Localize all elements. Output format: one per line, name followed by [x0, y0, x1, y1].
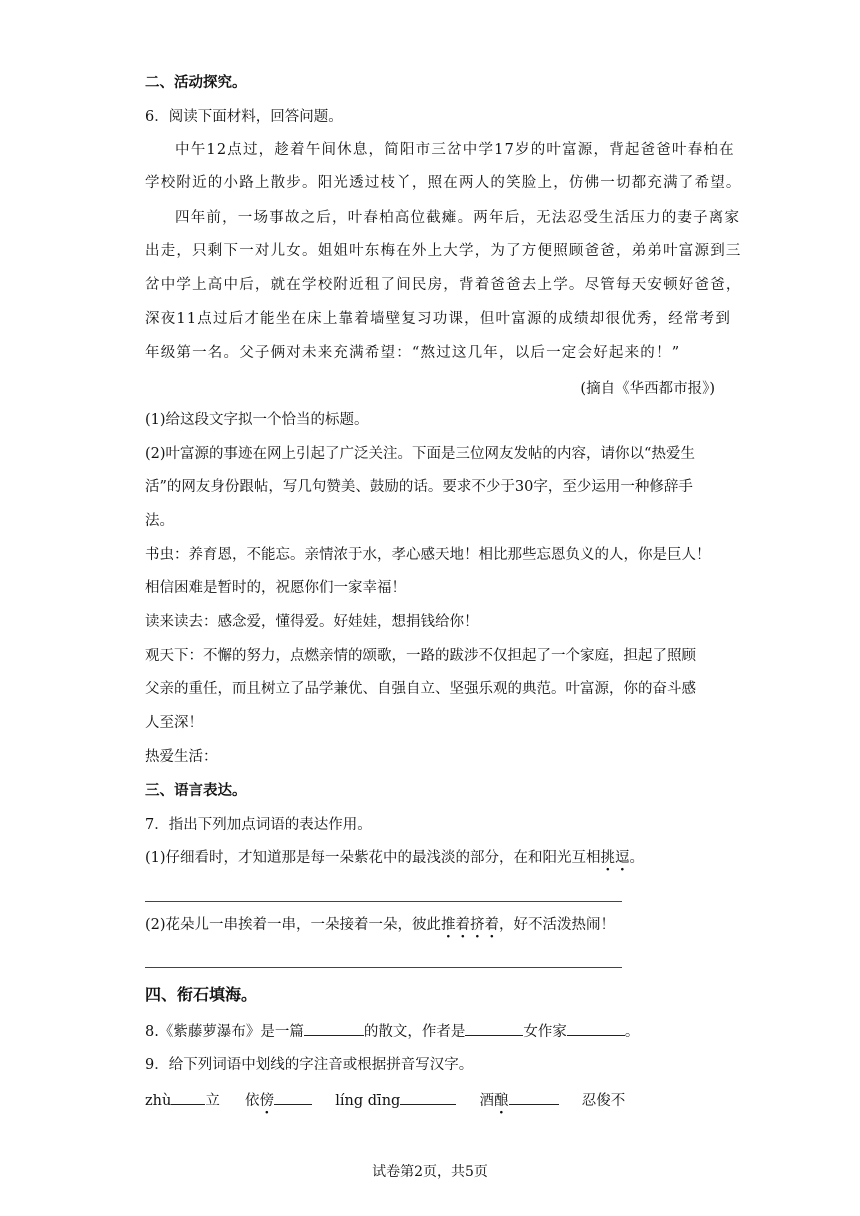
passage-source: (摘自《华西都市报》)	[580, 381, 715, 397]
dotted-char: 着	[455, 917, 471, 933]
dotted-char: 推	[441, 917, 456, 933]
answer-line[interactable]	[145, 967, 622, 968]
dotted-char: 酿	[494, 1093, 509, 1109]
dotted-char: 着	[484, 917, 500, 933]
q6-sub2: 法。	[145, 513, 174, 529]
comment-shuchong: 书虫：养育恩，不能忘。亲情浓于水，孝心感天地！相比那些忘恩负义的人，你是巨人！	[145, 547, 711, 563]
answer-line[interactable]	[145, 901, 622, 902]
page-footer: 试卷第2页，共5页	[372, 1164, 488, 1180]
word-char: 忍俊不	[581, 1093, 626, 1109]
passage-line: 学校附近的小路上散步。阳光透过枝丫，照在两人的笑脸上，仿佛一切都充满了希望。	[145, 175, 742, 191]
pinyin: zhù	[145, 1093, 172, 1109]
q8-text: 。	[624, 1024, 640, 1040]
q7-stem: 7．指出下列加点词语的表达作用。	[145, 817, 372, 833]
passage-line: 深夜11点过后才能坐在床上靠着墙壁复习功课，但叶富源的成绩却很优秀，经常考到	[145, 311, 732, 327]
q6-sub1: (1)给这段文字拟一个恰当的标题。	[145, 412, 369, 428]
section4-title: 四、衔石填海。	[145, 985, 258, 1004]
fill-blank[interactable]	[274, 1090, 312, 1105]
pinyin: líng dīng	[335, 1093, 401, 1109]
comment-guantianxia: 父亲的重任，而且树立了品学兼优、自强自立、坚强乐观的典范。叶富源，你的奋斗感	[145, 681, 696, 697]
q7-s2-end: ，好不活泼热闹！	[499, 917, 616, 933]
passage-line: 出走，只剩下一对儿女。姐姐叶东梅在外上大学，为了方便照顾爸爸，弟弟叶富源到三	[145, 243, 742, 259]
q6-stem: 6．阅读下面材料，回答问题。	[145, 109, 343, 125]
section2-title: 二、活动探究。	[145, 75, 247, 91]
dotted-char: 挑	[600, 850, 616, 866]
word-char: 依	[245, 1093, 260, 1109]
passage-line: 四年前，一场事故之后，叶春柏高位截瘫。两年后，无法忍受生活压力的妻子离家	[175, 210, 741, 226]
q7-s1-text: (1)仔细看时，才知道那是每一朵紫花中的最浅淡的部分，在和阳光互相	[145, 850, 601, 866]
comment-reaishenghuo: 热爱生活：	[145, 749, 218, 765]
q7-s2-text: (2)花朵儿一串挨着一串，一朵接着一朵，彼此	[145, 917, 442, 933]
comment-guantianxia: 人至深！	[145, 715, 203, 731]
word-char: 酒	[479, 1093, 495, 1109]
fill-blank[interactable]	[171, 1090, 205, 1105]
q8-text: 8.《紫藤萝瀑布》是一篇	[145, 1024, 304, 1040]
comment-guantianxia: 观天下：不懈的努力，点燃亲情的颂歌，一路的跋涉不仅担起了一个家庭，担起了照顾	[145, 648, 696, 664]
q9-words	[145, 1090, 625, 1111]
comment-shuchong: 相信困难是暂时的，祝愿你们一家幸福！	[145, 580, 406, 596]
dotted-char: 挤	[470, 917, 485, 933]
q8	[145, 1021, 639, 1042]
fill-blank[interactable]	[509, 1090, 559, 1105]
q6-sub2: (2)叶富源的事迹在网上引起了广泛关注。下面是三位网友发帖的内容，请你以“热爱生	[145, 446, 695, 462]
q7-sentence2	[145, 915, 615, 935]
q7-s1-end: 。	[629, 850, 645, 866]
passage-line: 岔中学上高中后，就在学校附近租了间民房，背着爸爸去上学。尽管每天安顿好爸爸，	[145, 277, 742, 293]
fill-blank[interactable]	[400, 1090, 456, 1105]
q8-text: 女作家	[523, 1024, 567, 1040]
q9-stem: 9．给下列词语中划线的字注音或根据拼音写汉字。	[145, 1057, 474, 1073]
fill-blank[interactable]	[304, 1021, 364, 1036]
comment-dulaiduqu: 读来读去：感念爱，懂得爱。好娃娃，想捐钱给你！	[145, 614, 479, 630]
dotted-char: 逗	[615, 850, 630, 866]
passage-line: 中午12点过，趁着午间休息，简阳市三岔中学17岁的叶富源，背起爸爸叶春柏在	[175, 142, 735, 158]
dotted-char: 傍	[259, 1093, 275, 1109]
fill-blank[interactable]	[465, 1021, 523, 1036]
section3-title: 三、语言表达。	[145, 783, 247, 799]
q6-sub2: 活”的网友身份跟帖，写几句赞美、鼓励的话。要求不少于30字，至少运用一种修辞手	[145, 479, 693, 495]
passage-line: 年级第一名。父子俩对未来充满希望：“熬过这几年，以后一定会好起来的！”	[145, 345, 681, 361]
q8-text: 的散文，作者是	[363, 1024, 466, 1040]
fill-blank[interactable]	[567, 1021, 625, 1036]
word-char: 立	[205, 1093, 220, 1109]
q7-sentence1	[145, 848, 644, 868]
